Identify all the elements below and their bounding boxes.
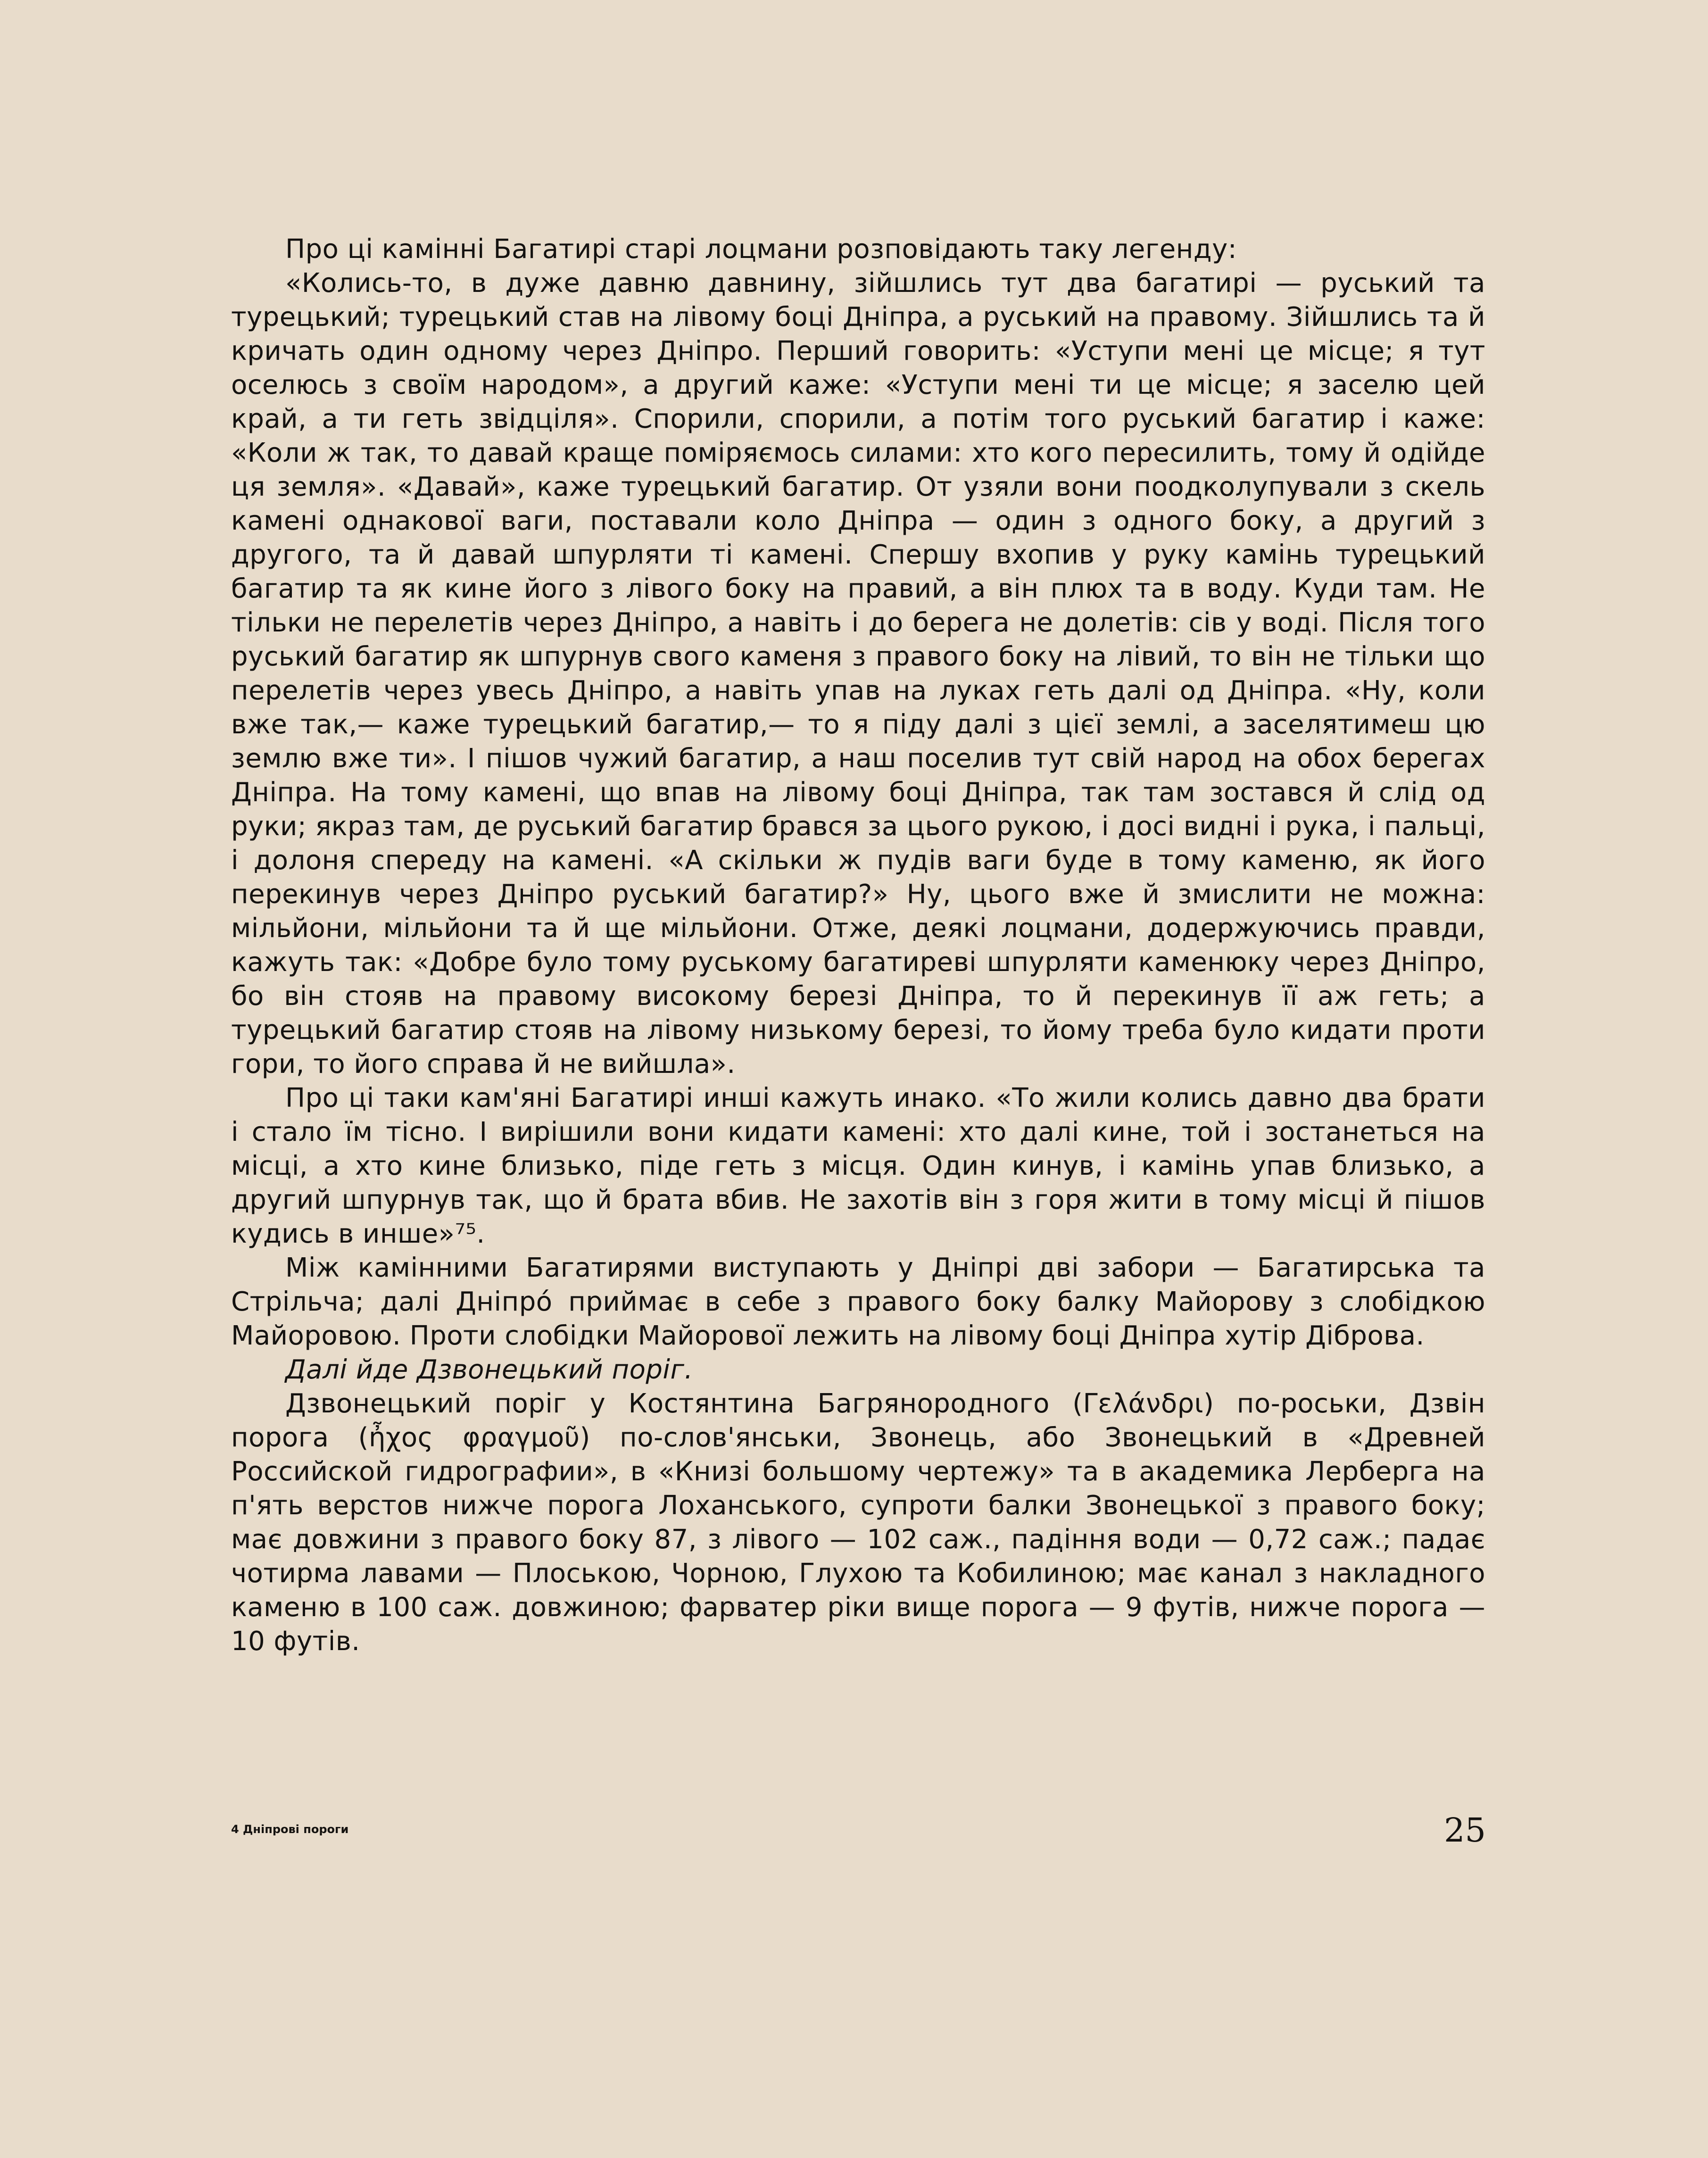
paragraph-legend-bogatyrs: «Колись-то, в дуже давню давнину, зійшлись тут два багатирі — руський та турецький; турецький став на лівому боці Дніпра, а руський на правому. Зійшлись та й кричать один одному через Дніпро. Перший говорить: «Уступи мені це місце; я тут оселюсь з своїм народом», а другий каже: «Уступи мені ти це місце; я заселю цей край, а ти геть звідціля». Спорили, спорили, а потім того руський багатир і каже: «Коли ж так, то давай краще поміряємось силами: хто кого пересилить, тому й одійде ця земля». «Давай», каже турецький багатир. От узяли вони поодколупували з скель камені однакової ваги, поставали коло Дніпра — один з одного боку, а другий з другого, та й давай шпурляти ті камені. Спершу вхопив у руку камінь турецький багатир та як кине його з лівого боку на правий, а він плюх та в воду. Куди там. Не тільки не перелетів через Дніпро, а навіть і до берега не долетів: сів у воді. Після того руський багатир як шпурнув свого каменя з правого боку на лівий, то він не тільки що перелетів через увесь Дніпро, а навіть упав на луках геть далі од Дніпра. «Ну, коли вже так,— каже турецький багатир,— то я піду далі з цієї землі, а заселятимеш цю землю вже ти». І пішов чужий багатир, а наш поселив тут свій народ на обох берегах Дніпра. На тому камені, що впав на лівому боці Дніпра, так там зостався й слід од руки; якраз там, де руський багатир брався за цього рукою, і досі видні і рука, і пальці, і долоня спереду на камені. «А скільки ж пудів ваги буде в тому каменю, як його перекинув через Дніпро руський багатир?» Ну, цього вже й змислити не можна: мільйони, мільйони та й ще мільйони. Отже, деякі лоцмани, додержуючись правди, кажуть так: «Добре було тому руському багатиреві шпурляти каменюку через Дніпро, бо він стояв на правому високому березі Дніпра, то й перекинув її аж геть; а турецький багатир стояв на лівому низькому березі, то йому треба було кидати проти гори, то його справа й не вийшла». — [231, 268, 1485, 1079]
paragraph-legend-brothers: Про ці таки кам'яні Багатирі инші кажуть инако. «То жили колись давно два брати і стало їм тісно. І вирішили вони кидати камені: хто далі кине, той і зостанеться на місці, а хто кине близько, піде геть з місця. Один кинув, і камінь упав близько, а другий шпурнув так, що й брата вбив. Не захотів він з горя жити в тому місці й пішов кудись в инше»⁷⁵. — [231, 1083, 1485, 1249]
paragraph-intro: Про ці камінні Багатирі старі лоцмани розповідають таку легенду: — [285, 234, 1237, 265]
page-number: 25 — [1444, 1811, 1486, 1850]
signature-mark: 4 Дніпрові пороги — [231, 1823, 349, 1836]
paragraph-dzvonetskyi-porih: Дзвонецький поріг у Костянтина Багрянородного (Γελάνδρι) по-роськи, Дзвін порога (ἦχος φραγμοῦ) по-слов'янськи, Звонець, або Звонецький в «Древней Российской гидрографии», в «Книзі большому чертежу» та в академика Лерберга на п'ять верстов нижче порога Лоханського, супроти балки Звонецької з правого боку; має довжини з правого боку 87, з лівого — 102 саж., падіння води — 0,72 саж.; падає чотирма лавами — Плоською, Чорною, Глухою та Кобилиною; має канал з накладного каменю в 100 саж. довжиною; фарватер ріки вище порога — 9 футів, нижче порога — 10 футів. — [231, 1388, 1485, 1657]
paragraph-subheading: Далі йде Дзвонецький поріг. — [285, 1354, 693, 1385]
paragraph-zabory: Між камінними Багатирями виступають у Дніпрі дві забори — Багатирська та Стрільча; далі Дніпрó приймає в себе з правого боку балку Майорову з слобідкою Майоровою. Проти слобідки Майорової лежить на лівому боці Дніпра хутір Діброва. — [231, 1253, 1485, 1351]
main-text — [231, 232, 1485, 1659]
